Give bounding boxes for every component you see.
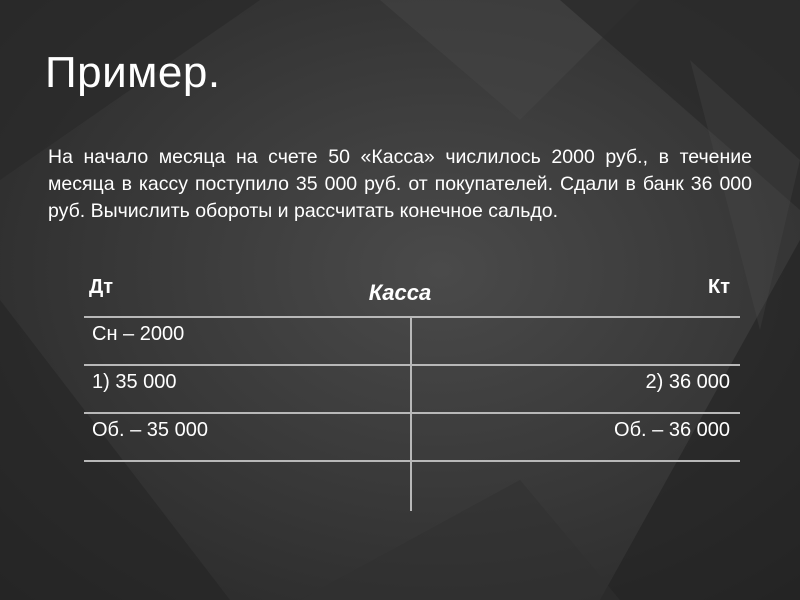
- rule-line: [84, 460, 740, 462]
- account-name: Касса: [368, 280, 432, 305]
- center-divider: [410, 317, 412, 511]
- rule-line: [84, 412, 740, 414]
- rule-line: [84, 316, 740, 318]
- slide-title: Пример.: [45, 48, 221, 97]
- credit-cell: 2) 36 000: [645, 371, 730, 393]
- problem-text: На начало месяца на счете 50 «Касса» числилось 2000 руб., в течение месяца в кассу поступило 35 000 руб. от покупателей. Сдали в банк 36 000 руб. Вычислить обороты и рассчитать конечное сальдо.: [48, 146, 752, 222]
- credit-cell: Об. – 36 000: [614, 419, 730, 441]
- debit-cell: Сн – 2000: [92, 323, 185, 345]
- t-account: [84, 268, 740, 514]
- credit-label: Кт: [707, 276, 730, 298]
- debit-cell: Об. – 35 000: [92, 419, 208, 441]
- debit-label: Дт: [89, 276, 114, 298]
- debit-cell: 1) 35 000: [92, 371, 177, 393]
- rule-line: [84, 364, 740, 366]
